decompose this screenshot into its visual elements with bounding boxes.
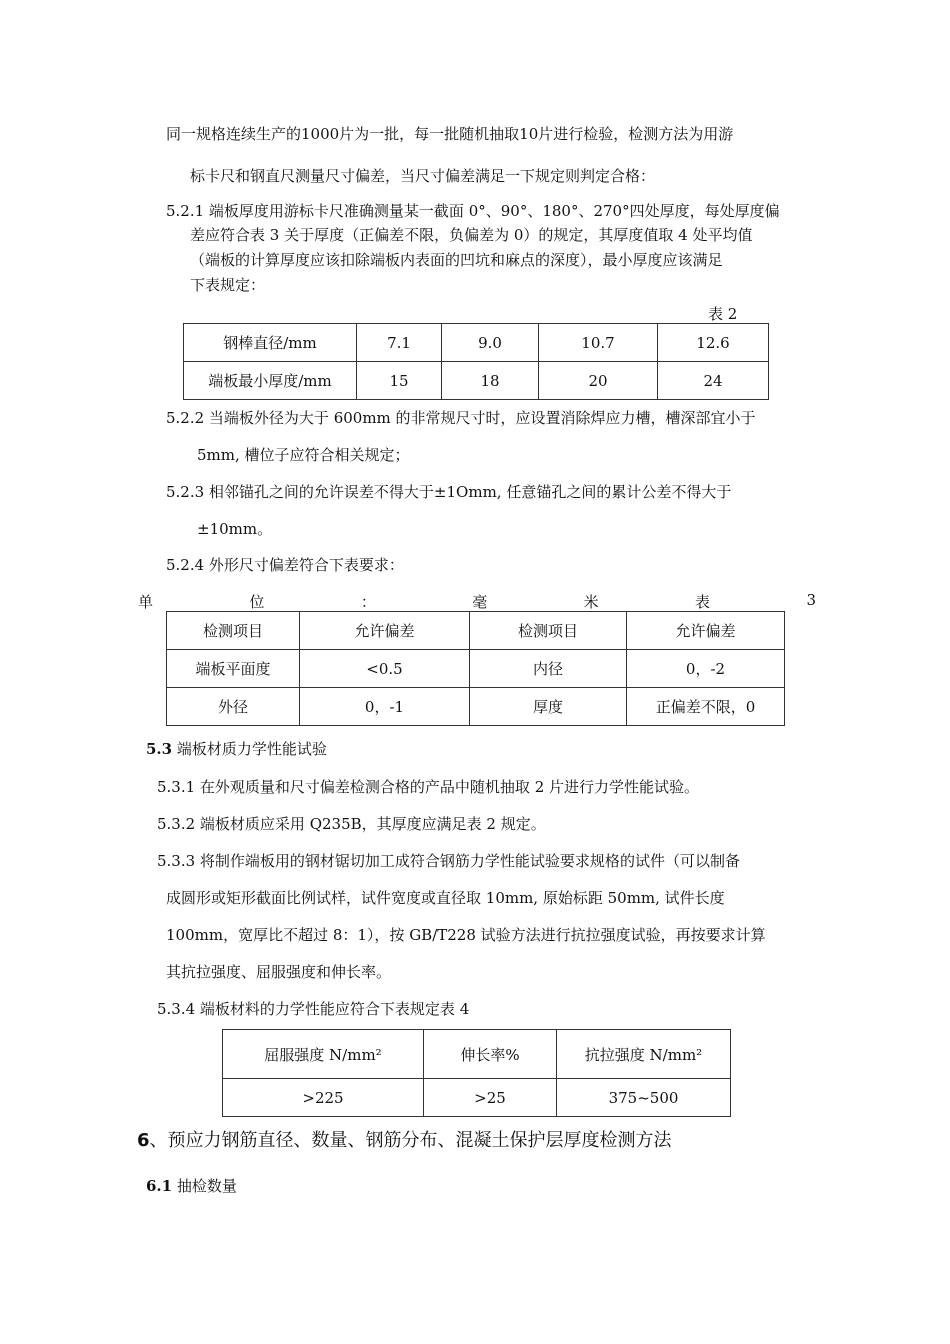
section-5-2-1-line: （端板的计算厚度应该扣除端板内表面的凹坑和麻点的深度），最小厚度应该满足 xyxy=(190,251,723,269)
table-cell: 正偏差不限，0 xyxy=(627,688,785,726)
section-5-3-3-line: 100mm，宽厚比不超过 8：1），按 GB/T228 试验方法进行抗拉强度试验，再按要求计算 xyxy=(166,926,766,944)
table-cell: 15 xyxy=(357,362,442,400)
table-row xyxy=(223,1079,731,1117)
table-header-cell: 伸长率% xyxy=(424,1030,557,1079)
section-title: 端板材质力学性能试验 xyxy=(172,740,327,758)
section-5-3-3-line: 成圆形或矩形截面比例试样，试件宽度或直径取 10mm, 原始标距 50mm, 试件长度 xyxy=(166,889,725,907)
section-6-heading xyxy=(137,1129,672,1153)
table-header-cell: 抗拉强度 N/mm² xyxy=(557,1030,731,1079)
section-5-3-2: 5.3.2 端板材质应采用 Q235B，其厚度应满足表 2 规定。 xyxy=(157,815,546,833)
table-cell: 端板最小厚度/mm xyxy=(184,362,357,400)
table-row xyxy=(167,612,785,650)
section-number: 6 xyxy=(137,1130,150,1151)
table-4 xyxy=(222,1029,731,1117)
section-5-3-4: 5.3.4 端板材料的力学性能应符合下表规定表 4 xyxy=(157,1000,470,1018)
table-cell: 0，-1 xyxy=(300,688,470,726)
paragraph-line: 标卡尺和钢直尺测量尺寸偏差，当尺寸偏差满足一下规定则判定合格： xyxy=(190,167,656,185)
unit-char: 位 xyxy=(249,593,265,611)
section-title: 、预应力钢筋直径、数量、钢筋分布、混凝土保护层厚度检测方法 xyxy=(149,1130,672,1151)
section-number: 6.1 xyxy=(146,1177,173,1195)
section-5-2-3-line: 5.2.3 相邻锚孔之间的允许误差不得大于±1Omm, 任意锚孔之间的累计公差不得大于 xyxy=(166,483,732,501)
table-cell: 375~500 xyxy=(557,1079,731,1117)
section-6-1-heading xyxy=(146,1174,237,1198)
table-row xyxy=(184,362,769,400)
unit-char: 米 xyxy=(583,593,599,611)
section-5-3-heading xyxy=(146,737,327,761)
table-cell: >25 xyxy=(424,1079,557,1117)
paragraph-line: 同一规格连续生产的1000片为一批，每一批随机抽取10片进行检验，检测方法为用游 xyxy=(166,125,734,143)
table-cell: 18 xyxy=(442,362,539,400)
section-5-2-2-line: 5mm, 槽位子应符合相关规定； xyxy=(197,446,410,464)
table-header-cell: 检测项目 xyxy=(167,612,300,650)
table-3 xyxy=(166,611,785,726)
table-row xyxy=(223,1030,731,1079)
section-5-2-3-line: ±10mm。 xyxy=(197,520,273,538)
table-cell: 7.1 xyxy=(357,324,442,362)
unit-char: 毫 xyxy=(472,593,488,611)
table-cell: 钢棒直径/mm xyxy=(184,324,357,362)
table-2-caption: 表 2 xyxy=(708,305,738,323)
unit-char: 单 xyxy=(138,593,154,611)
section-number: 5.3 xyxy=(146,740,173,758)
table-row xyxy=(167,688,785,726)
table-cell: 24 xyxy=(658,362,769,400)
table-cell: 厚度 xyxy=(470,688,627,726)
section-5-3-3-line: 5.3.3 将制作端板用的钢材锯切加工成符合钢筋力学性能试验要求规格的试件（可以制备 xyxy=(157,852,740,870)
table-cell: 10.7 xyxy=(539,324,658,362)
table-row xyxy=(184,324,769,362)
section-5-2-1-line: 5.2.1 端板厚度用游标卡尺准确测量某一截面 0°、90°、180°、270°四处厚度，每处厚度偏 xyxy=(166,202,780,220)
section-5-2-2-line: 5.2.2 当端板外径为大于 600mm 的非常规尺寸时，应设置消除焊应力槽，槽深部宜小于 xyxy=(166,409,756,427)
table-cell: >225 xyxy=(223,1079,424,1117)
table-cell: 0，-2 xyxy=(627,650,785,688)
section-title: 抽检数量 xyxy=(172,1177,237,1195)
table-cell: 20 xyxy=(539,362,658,400)
section-5-2-1-line: 差应符合表 3 关于厚度（正偏差不限，负偏差为 0）的规定，其厚度值取 4 处平均值 xyxy=(190,226,753,244)
table-2 xyxy=(183,323,769,400)
unit-char: 3 xyxy=(806,591,816,609)
table-cell: <0.5 xyxy=(300,650,470,688)
table-cell: 12.6 xyxy=(658,324,769,362)
table-cell: 端板平面度 xyxy=(167,650,300,688)
table-header-cell: 检测项目 xyxy=(470,612,627,650)
table-header-cell: 允许偏差 xyxy=(300,612,470,650)
table-cell: 9.0 xyxy=(442,324,539,362)
table-3-unit-caption xyxy=(138,591,816,612)
table-row xyxy=(167,650,785,688)
table-cell: 外径 xyxy=(167,688,300,726)
section-5-2-4: 5.2.4 外形尺寸偏差符合下表要求： xyxy=(166,556,404,574)
section-5-2-1-line: 下表规定： xyxy=(190,276,266,294)
unit-char: ： xyxy=(360,593,376,611)
section-5-3-3-line: 其抗拉强度、屈服强度和伸长率。 xyxy=(166,963,392,981)
table-header-cell: 允许偏差 xyxy=(627,612,785,650)
section-5-3-1: 5.3.1 在外观质量和尺寸偏差检测合格的产品中随机抽取 2 片进行力学性能试验。 xyxy=(157,778,700,796)
table-header-cell: 屈服强度 N/mm² xyxy=(223,1030,424,1079)
table-cell: 内径 xyxy=(470,650,627,688)
unit-char: 表 xyxy=(695,593,711,611)
